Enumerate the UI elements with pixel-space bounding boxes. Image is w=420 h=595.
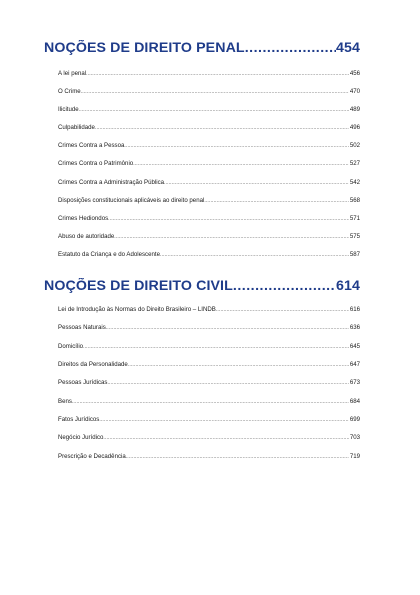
entry-page-number: 684: [349, 397, 360, 405]
entry-page-number: 719: [349, 452, 360, 460]
dot-leader: [86, 71, 349, 77]
toc-entry[interactable]: [58, 416, 360, 434]
toc-entry[interactable]: [58, 453, 360, 471]
entry-page-number: 456: [349, 70, 360, 77]
section-heading[interactable]: [44, 40, 360, 60]
entry-label: Crimes Contra a Administração Pública: [58, 178, 165, 186]
dot-leader: [106, 325, 349, 331]
toc-entry[interactable]: [58, 233, 360, 251]
entry-page-number: 673: [349, 379, 360, 387]
entry-page-number: 489: [349, 106, 360, 114]
dot-leader: [164, 180, 349, 186]
toc-entry[interactable]: [58, 398, 360, 416]
entry-label: A lei penal: [58, 70, 87, 77]
dot-leader: [81, 89, 349, 95]
dot-leader: [128, 362, 349, 368]
dot-leader: [79, 107, 349, 113]
dot-leader: [107, 380, 348, 386]
entry-page-number: 527: [349, 160, 360, 168]
entry-page-number: 575: [349, 232, 360, 240]
entry-page-number: 616: [349, 306, 360, 313]
toc-section-direito-civil: [44, 278, 360, 471]
toc-entry-list: [58, 306, 360, 471]
entry-page-number: 568: [349, 196, 360, 204]
section-title: NOÇÕES DE DIREITO PENAL: [44, 40, 245, 56]
toc-entry[interactable]: [58, 361, 360, 379]
section-page-number: 614: [336, 278, 360, 294]
toc-entry[interactable]: [58, 215, 360, 233]
entry-page-number: 647: [349, 361, 360, 369]
toc-entry[interactable]: [58, 179, 360, 197]
dot-leader: [216, 307, 349, 313]
toc-entry[interactable]: [58, 124, 360, 142]
dot-leader: [99, 417, 349, 423]
section-page-number: 454: [336, 40, 360, 56]
entry-label: Domicílio: [58, 342, 84, 350]
section-title: NOÇÕES DE DIREITO CIVIL: [44, 278, 233, 294]
dot-leader: [126, 454, 349, 460]
toc-entry[interactable]: [58, 324, 360, 342]
toc-entry[interactable]: [58, 70, 360, 88]
entry-label: Bens: [58, 397, 72, 405]
entry-page-number: 645: [349, 342, 360, 350]
toc-entry[interactable]: [58, 106, 360, 124]
entry-page-number: 470: [349, 88, 360, 96]
entry-label: Ilicitude: [58, 106, 79, 114]
toc-entry[interactable]: [58, 142, 360, 160]
entry-page-number: 587: [349, 250, 360, 258]
entry-label: Disposições constitucionais aplicáveis ao direito penal: [58, 196, 205, 204]
dot-leader: [160, 252, 349, 258]
toc-entry[interactable]: [58, 251, 360, 269]
dot-leader: [83, 344, 349, 350]
toc-entry[interactable]: [58, 343, 360, 361]
dot-leader: [108, 216, 349, 222]
dot-leader: [95, 125, 349, 131]
entry-label: Prescrição e Decadência: [58, 452, 126, 460]
entry-label: Culpabilidade: [58, 124, 95, 132]
dot-leader: [245, 40, 336, 56]
entry-page-number: 703: [349, 434, 360, 442]
entry-page-number: 496: [349, 124, 360, 132]
entry-label: Fatos Jurídicos: [58, 416, 100, 424]
entry-label: Estatuto da Criança e do Adolescente: [58, 250, 160, 258]
toc-entry-list: [58, 70, 360, 269]
entry-label: Pessoas Jurídicas: [58, 379, 108, 387]
toc-entry[interactable]: [58, 197, 360, 215]
entry-page-number: 502: [349, 142, 360, 150]
entry-page-number: 571: [349, 214, 360, 222]
entry-label: Crimes Contra o Patrimônio: [58, 160, 134, 168]
section-heading[interactable]: [44, 278, 360, 298]
entry-label: Crimes Contra a Pessoa: [58, 142, 125, 150]
dot-leader: [114, 234, 349, 240]
toc-entry[interactable]: [58, 379, 360, 397]
entry-label: Lei de Introdução às Normas do Direito Brasileiro – LINDB: [58, 306, 216, 313]
dot-leader: [72, 399, 349, 405]
entry-label: O Crime: [58, 88, 81, 96]
dot-leader: [133, 161, 349, 167]
entry-label: Abuso de autoridade: [58, 232, 115, 240]
toc-entry[interactable]: [58, 306, 360, 324]
dot-leader: [233, 278, 336, 294]
entry-label: Crimes Hediondos: [58, 214, 109, 222]
entry-page-number: 542: [349, 178, 360, 186]
entry-page-number: 636: [349, 324, 360, 332]
dot-leader: [124, 143, 348, 149]
toc-entry[interactable]: [58, 88, 360, 106]
entry-label: Pessoas Naturais: [58, 324, 106, 332]
dot-leader: [103, 435, 348, 441]
entry-page-number: 699: [349, 416, 360, 424]
toc-section-direito-penal: [44, 40, 360, 269]
dot-leader: [204, 198, 348, 204]
toc-entry[interactable]: [58, 434, 360, 452]
entry-label: Negócio Jurídico: [58, 434, 104, 442]
toc-entry[interactable]: [58, 160, 360, 178]
entry-label: Direitos da Personalidade: [58, 361, 128, 369]
